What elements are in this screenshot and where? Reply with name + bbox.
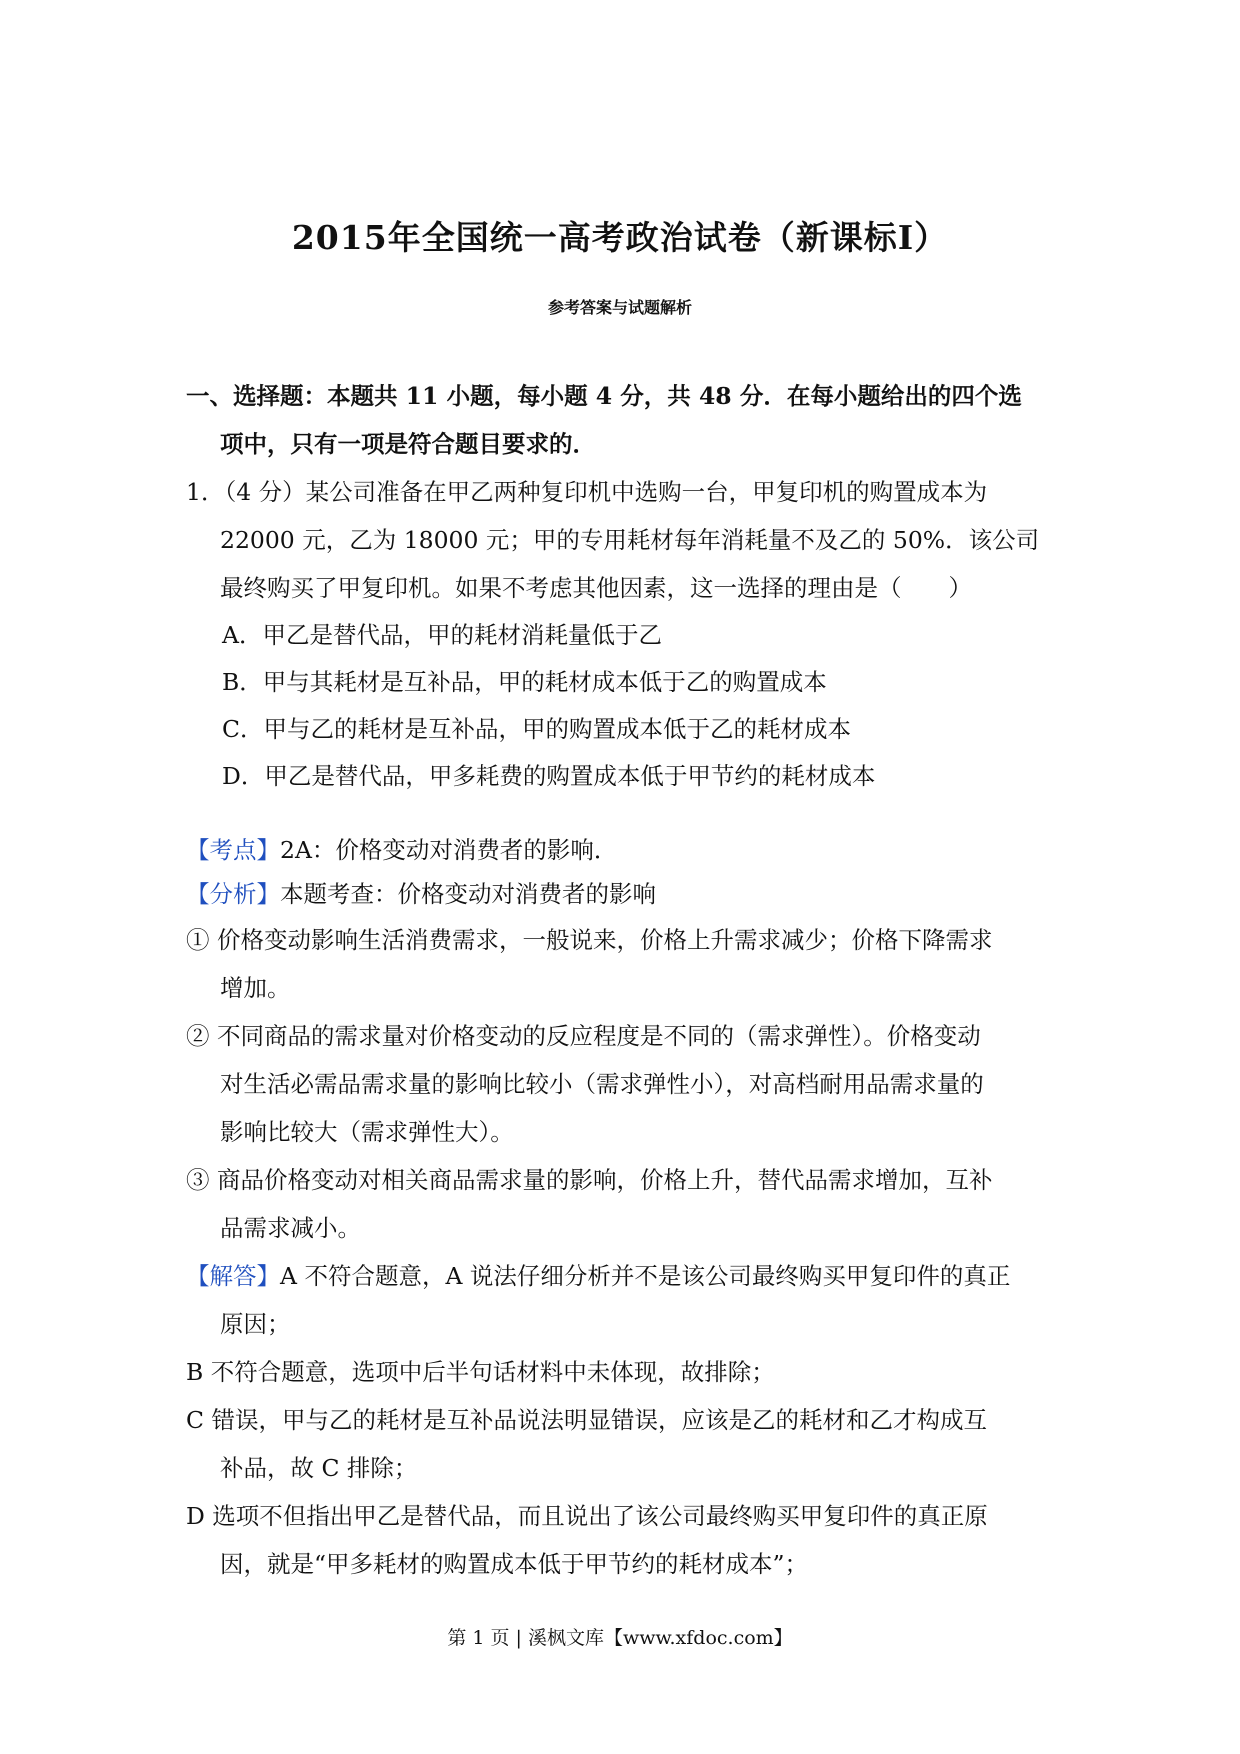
kaodian-text: 2A：价格变动对消费者的影响． bbox=[280, 836, 618, 864]
question-1-line-3: 最终购买了甲复印机。如果不考虑其他因素，这一选择的理由是（ ） bbox=[220, 574, 972, 602]
page-footer: 第 1 页 | 溪枫文库【www.xfdoc.com】 bbox=[447, 1627, 793, 1649]
fenxi-point-3-line-1: ③ 商品价格变动对相关商品需求量的影响，价格上升，替代品需求增加，互补 bbox=[186, 1166, 993, 1194]
jieda-a-line-2: 原因； bbox=[220, 1310, 291, 1338]
kaodian-line bbox=[186, 828, 1056, 872]
fenxi-text: 本题考查：价格变动对消费者的影响 bbox=[280, 880, 656, 908]
spacer bbox=[186, 800, 1056, 828]
jieda-d-line-2: 因，就是“甲多耗材的购置成本低于甲节约的耗材成本”； bbox=[220, 1550, 809, 1578]
document-body bbox=[186, 372, 1056, 1588]
fenxi-point-1-line-1: ① 价格变动影响生活消费需求，一般说来，价格上升需求减少；价格下降需求 bbox=[186, 926, 993, 954]
jieda-tag: 【解答】 bbox=[186, 1262, 280, 1290]
fenxi-tag: 【分析】 bbox=[186, 880, 280, 908]
jieda-c-line-2: 补品，故 C 排除； bbox=[220, 1454, 418, 1482]
page-title: 2015年全国统一高考政治试卷（新课标Ⅰ） bbox=[291, 218, 949, 257]
fenxi-line bbox=[186, 872, 1056, 916]
option-a: A．甲乙是替代品，甲的耗材消耗量低于乙 bbox=[222, 621, 662, 649]
option-d: D．甲乙是替代品，甲多耗费的购置成本低于甲节约的耗材成本 bbox=[222, 762, 876, 790]
jieda-b-line: B 不符合题意，选项中后半句话材料中未体现，故排除； bbox=[186, 1358, 775, 1386]
jieda-d-line-1: D 选项不但指出甲乙是替代品，而且说出了该公司最终购买甲复印件的真正原 bbox=[186, 1502, 988, 1530]
question-1-line-1: 1．（4 分）某公司准备在甲乙两种复印机中选购一台，甲复印机的购置成本为 bbox=[186, 478, 988, 506]
option-c: C．甲与乙的耗材是互补品，甲的购置成本低于乙的耗材成本 bbox=[222, 715, 851, 743]
section-heading-line-1: 一、选择题：本题共 11 小题，每小题 4 分，共 48 分．在每小题给出的四个选 bbox=[186, 382, 1022, 410]
kaodian-tag: 【考点】 bbox=[186, 836, 280, 864]
fenxi-point-3-line-2: 品需求减小。 bbox=[220, 1214, 361, 1242]
fenxi-point-2-line-2: 对生活必需品需求量的影响比较小（需求弹性小），对高档耐用品需求量的 bbox=[220, 1070, 984, 1098]
option-b: B．甲与其耗材是互补品，甲的耗材成本低于乙的购置成本 bbox=[222, 668, 827, 696]
jieda-c-line-1: C 错误，甲与乙的耗材是互补品说法明显错误，应该是乙的耗材和乙才构成互 bbox=[186, 1406, 987, 1434]
jieda-line-1 bbox=[186, 1252, 1056, 1300]
section-heading-line-2: 项中，只有一项是符合题目要求的． bbox=[220, 430, 596, 458]
fenxi-point-2-line-1: ② 不同商品的需求量对价格变动的反应程度是不同的（需求弹性）。价格变动 bbox=[186, 1022, 981, 1050]
question-1-line-2: 22000 元，乙为 18000 元；甲的专用耗材每年消耗量不及乙的 50%．该公司 bbox=[220, 526, 1040, 554]
page-subtitle: 参考答案与试题解析 bbox=[547, 298, 692, 317]
fenxi-point-1-line-2: 增加。 bbox=[220, 974, 291, 1002]
fenxi-point-2-line-3: 影响比较大（需求弹性大）。 bbox=[220, 1118, 514, 1146]
jieda-a-line-1: A 不符合题意，A 说法仔细分析并不是该公司最终购买甲复印件的真正 bbox=[280, 1262, 1011, 1290]
